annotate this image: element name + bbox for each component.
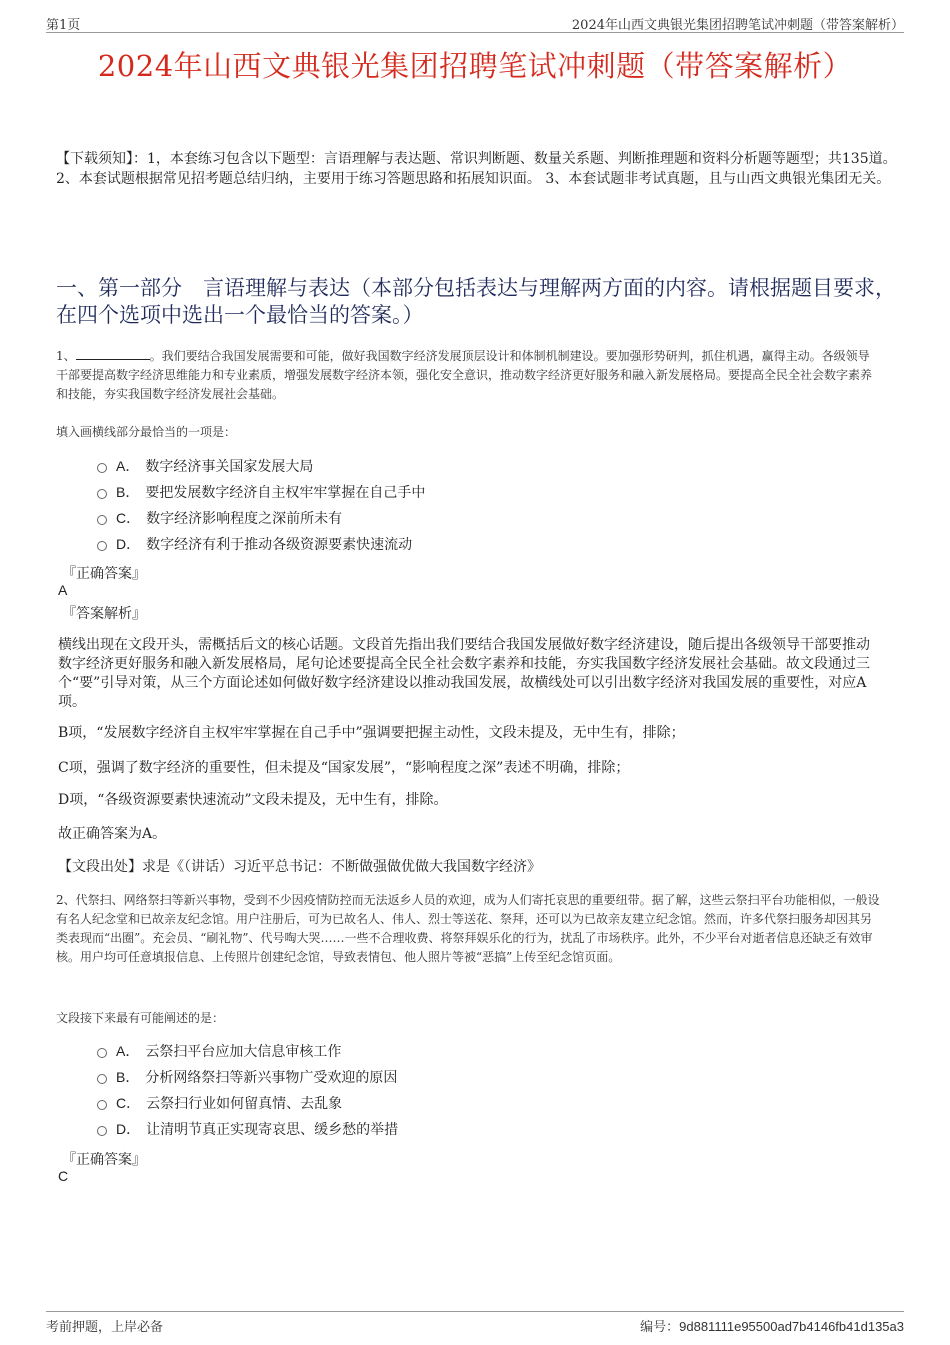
footer-code: 编号：9d881111e95500ad7b4146fb41d135a3: [640, 1319, 904, 1335]
question-2-stem: [56, 891, 881, 967]
option-b[interactable]: B． 分析网络祭扫等新兴事物广受欢迎的原因: [97, 1064, 398, 1090]
question-1-stem: [56, 347, 881, 404]
radio-icon[interactable]: [97, 515, 107, 525]
question-1-prompt: 填入画横线部分最恰当的一项是：: [56, 425, 237, 439]
source-note: 【文段出处】求是《（讲话）习近平总书记：不断做强做优做大我国数字经济》: [58, 859, 541, 875]
question-text: 。我们要结合我国发展需要和可能，做好我国数字经济发展顶层设计和体制机制建设。要加强形势研判，抓住机遇，赢得主动。各级领导干部要提高数字经济思维能力和专业素质，增强发展数字经济本领，强化安全意识，推动数字经济更好服务和融入新发展格局。要提高全民全社会数字素养和技能，夯实我国数字经济发展社会基础。: [56, 349, 873, 401]
option-d[interactable]: D． 数字经济有利于推动各级资源要素快速流动: [97, 531, 425, 557]
analysis-paragraph: D项，“各级资源要素快速流动”文段未提及，无中生有，排除。: [58, 792, 448, 808]
question-2-options: [97, 1038, 398, 1142]
page-footer: [46, 1311, 904, 1337]
radio-icon[interactable]: [97, 1074, 107, 1084]
question-number: 2、: [56, 893, 76, 907]
analysis-paragraph: B项，“发展数字经济自主权牢牢掌握在自己手中”强调要把握主动性，文段未提及，无中生有，排除；: [58, 725, 685, 741]
correct-answer-label: 『正确答案』: [62, 1152, 146, 1168]
question-text: 代祭扫、网络祭扫等新兴事物，受到不少因疫情防控而无法返乡人员的欢迎，成为人们寄托哀思的重要纽带。据了解，这些云祭扫平台功能相似，一般设有名人纪念堂和已故亲友纪念馆。用户注册后，可为已故名人、伟人、烈士等送花、祭拜，还可以为已故亲友建立纪念馆。然而，许多代祭扫服务却因其另类表现而“出圈”。充会员、“刷礼物”、代号啕大哭……一些不合理收费、将祭拜娱乐化的行为，扰乱了市场秩序。此外，不少平台对逝者信息还缺乏有效审核。用户均可任意填报信息、上传照片创建纪念馆，导致表情包、他人照片等被“恶搞”上传至纪念馆页面。: [56, 893, 880, 964]
question-1-options: [97, 453, 425, 557]
analysis-paragraph: C项，强调了数字经济的重要性，但未提及“国家发展”，“影响程度之深”表述不明确，排除；: [58, 760, 630, 776]
correct-answer-label: 『正确答案』: [62, 566, 146, 582]
radio-icon[interactable]: [97, 1126, 107, 1136]
radio-icon[interactable]: [97, 541, 107, 551]
question-number: 1、: [56, 349, 76, 363]
radio-icon[interactable]: [97, 1048, 107, 1058]
analysis-paragraph: 横线出现在文段开头，需概括后文的核心话题。文段首先指出我们要结合我国发展做好数字经济建设，随后提出各级领导干部要推动数字经济更好服务和融入新发展格局，尾句论述要提高全民全社会数字素养和技能，夯实我国数字经济发展社会基础。故文段通过三个“要”引导对策，从三个方面论述如何做好数字经济建设以推动我国发展，故横线处可以引出数字经济对我国发展的重要性，对应A项。: [58, 637, 870, 710]
header-title: 2024年山西文典银光集团招聘笔试冲刺题（带答案解析）: [571, 18, 904, 33]
fill-blank: [76, 347, 150, 360]
analysis-label: 『答案解析』: [62, 606, 146, 622]
section-title: 一、第一部分 言语理解与表达（本部分包括表达与理解两方面的内容。请根据题目要求，在四个选项中选出一个最恰当的答案。）: [56, 276, 896, 327]
correct-answer: A: [58, 582, 68, 598]
analysis-paragraph: 故正确答案为A。: [58, 826, 167, 842]
question-2-prompt: 文段接下来最有可能阐述的是：: [56, 1011, 225, 1025]
option-d[interactable]: D． 让清明节真正实现寄哀思、缓乡愁的举措: [97, 1116, 398, 1142]
option-a[interactable]: A． 云祭扫平台应加大信息审核工作: [97, 1038, 398, 1064]
option-a[interactable]: A． 数字经济事关国家发展大局: [97, 453, 425, 479]
footer-slogan: 考前押题，上岸必备: [46, 1320, 164, 1335]
option-b[interactable]: B． 要把发展数字经济自主权牢牢掌握在自己手中: [97, 479, 425, 505]
option-c[interactable]: C． 云祭扫行业如何留真情、去乱象: [97, 1090, 398, 1116]
download-notice: 【下载须知】：1，本套练习包含以下题型：言语理解与表达题、常识判断题、数量关系题、判断推理题和资料分析题等题型；共135道。 2、本套试题根据常见招考题总结归纳，主要用于练习答题思路和拓展知识面。 3、本套试题非考试真题，且与山西文典银光集团无关。: [56, 151, 897, 187]
page-header: [46, 10, 904, 33]
radio-icon[interactable]: [97, 489, 107, 499]
page-number: 第1页: [46, 18, 81, 33]
radio-icon[interactable]: [97, 463, 107, 473]
correct-answer: C: [58, 1168, 69, 1184]
document-title: 2024年山西文典银光集团招聘笔试冲刺题（带答案解析）: [97, 49, 853, 83]
option-c[interactable]: C． 数字经济影响程度之深前所未有: [97, 505, 425, 531]
radio-icon[interactable]: [97, 1100, 107, 1110]
